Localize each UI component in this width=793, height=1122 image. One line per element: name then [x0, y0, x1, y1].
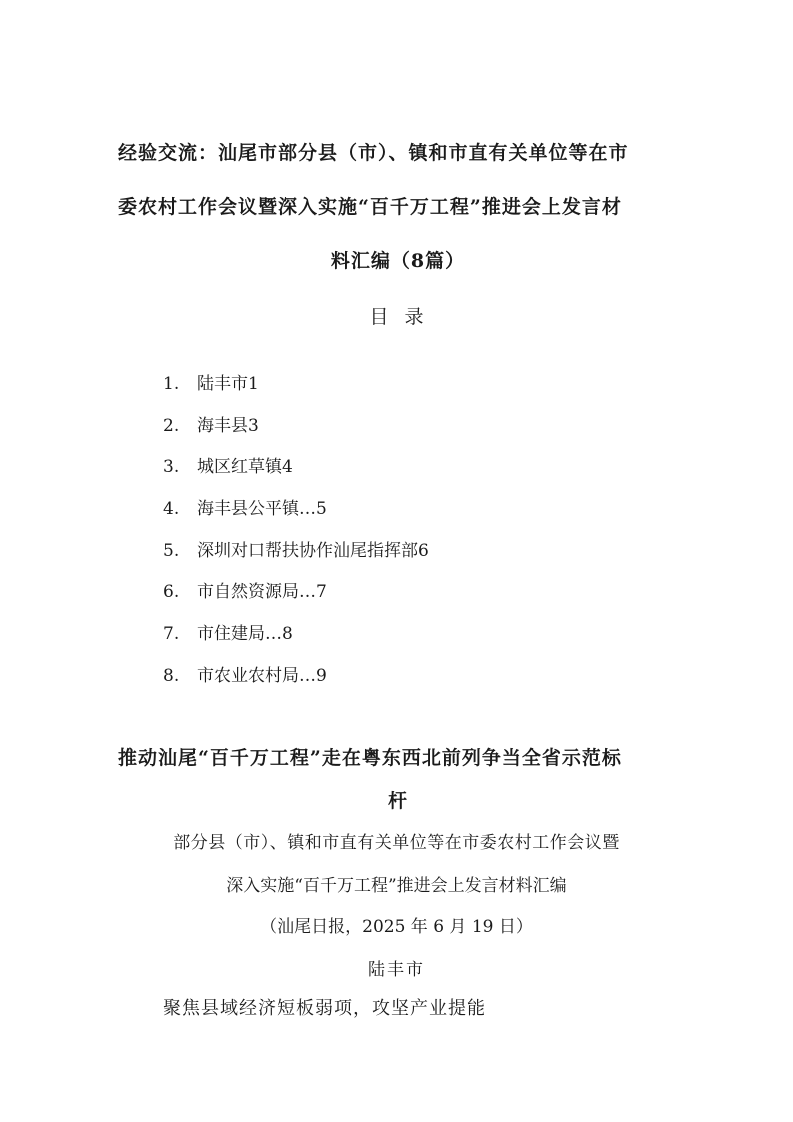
article-author: 陆丰市: [368, 960, 425, 980]
article-title-line: 推动汕尾“百千万工程”走在粤东西北前列争当全省示范标: [118, 747, 622, 769]
article-subtitle-line: 部分县（市）、镇和市直有关单位等在市委农村工作会议暨: [173, 833, 620, 853]
toc-item-number: 2.: [163, 415, 180, 436]
toc-item-number: 6.: [163, 582, 180, 603]
document-title-line: 委农村工作会议暨深入实施“百千万工程”推进会上发言材: [118, 196, 622, 218]
toc-item-text: 市住建局…8: [197, 624, 293, 645]
toc-item-number: 3.: [163, 457, 180, 478]
article-source-date: （汕尾日报，2025 年 6 月 19 日）: [260, 917, 533, 937]
document-title-line: 料汇编（8篇）: [330, 250, 466, 272]
toc-item-number: 5.: [163, 540, 180, 561]
article-title-line: 杆: [387, 790, 408, 812]
toc-item-text: 城区红草镇4: [197, 457, 293, 478]
toc-item-text: 海丰县3: [197, 415, 259, 436]
toc-item[interactable]: [163, 579, 429, 621]
toc-item-text: 市农业农村局…9: [197, 665, 327, 686]
document-title-line: 经验交流：汕尾市部分县（市）、镇和市直有关单位等在市: [118, 142, 629, 164]
toc-item-text: 市自然资源局…7: [197, 582, 327, 603]
toc-item-number: 4.: [163, 499, 180, 520]
toc-item[interactable]: [163, 663, 429, 705]
toc-item[interactable]: [163, 538, 429, 580]
toc-item-number: 8.: [163, 665, 180, 686]
toc-item-number: 7.: [163, 624, 180, 645]
toc-item-number: 1.: [163, 374, 180, 394]
section-heading: 聚焦县域经济短板弱项，攻坚产业提能: [163, 998, 486, 1019]
article-title: [118, 737, 678, 823]
toc-item[interactable]: [163, 454, 429, 496]
toc-item[interactable]: [163, 371, 429, 413]
table-of-contents: [163, 371, 429, 705]
toc-item[interactable]: [163, 496, 429, 538]
article-subtitle-line: 深入实施“百千万工程”推进会上发言材料汇编: [226, 876, 567, 896]
toc-item[interactable]: [163, 413, 429, 455]
toc-item[interactable]: [163, 621, 429, 663]
toc-item-text: 深圳对口帮扶协作汕尾指挥部6: [197, 540, 429, 561]
toc-heading: 目录: [369, 306, 440, 328]
toc-item-text: 海丰县公平镇…5: [197, 499, 327, 520]
document-title: [118, 126, 678, 288]
toc-item-text: 陆丰市1: [197, 374, 259, 394]
